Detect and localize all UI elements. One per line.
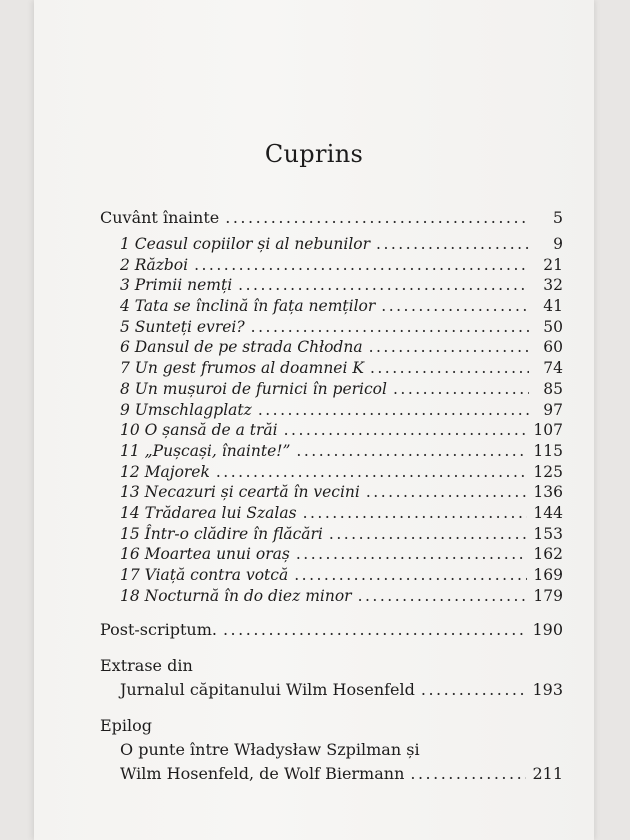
toc-entry-chapter	[100, 337, 563, 358]
dot-leader	[194, 255, 529, 276]
dot-leader	[421, 678, 527, 702]
toc-page-number: 5	[552, 208, 563, 227]
toc-entry-chapter	[100, 544, 563, 565]
toc-page-number: 144	[533, 503, 563, 522]
toc-page-number: 85	[543, 379, 563, 398]
toc-page-number: 162	[533, 545, 563, 564]
dot-leader	[216, 462, 528, 483]
toc-page-number: 179	[533, 586, 563, 605]
dot-leader	[225, 206, 529, 230]
toc-page-number: 190	[532, 620, 563, 640]
toc-page-number: 21	[543, 255, 563, 274]
toc-entry-epilogue	[100, 762, 563, 786]
toc-entry-foreword	[100, 206, 563, 230]
toc-entry-label: Post-scriptum.	[100, 620, 217, 640]
toc-entry-label: 8 Un mușuroi de furnici în pericol	[120, 379, 387, 398]
toc-entry-label: Wilm Hosenfeld, de Wolf Biermann	[120, 764, 405, 784]
dot-leader	[393, 379, 529, 400]
toc-entry-chapter	[100, 482, 563, 503]
dot-leader	[376, 234, 529, 255]
dot-leader	[238, 275, 529, 296]
toc-entry-label: 3 Primii nemți	[120, 276, 233, 295]
toc-entry-label: 1 Ceasul copiilor și al nebunilor	[120, 235, 371, 253]
toc-entry-label: 13 Necazuri și ceartă în vecini	[120, 483, 360, 502]
chapter-list	[100, 234, 563, 606]
dot-leader	[381, 296, 529, 317]
toc-page-number: 115	[533, 441, 563, 460]
dot-leader	[303, 503, 528, 524]
dot-leader	[223, 618, 526, 642]
toc-entry-label: 2 Război	[120, 255, 189, 274]
dot-leader	[410, 762, 526, 786]
toc-entry-label: 7 Un gest frumos al doamnei K	[120, 359, 364, 378]
toc-entry-chapter	[100, 503, 563, 524]
toc-entry-label: 11 „Pușcași, înainte!”	[120, 441, 291, 460]
toc-entry-chapter	[100, 234, 563, 255]
toc-page-number: 41	[543, 297, 563, 316]
toc-section-heading-extracts: Extrase din	[100, 656, 193, 676]
toc-entry-label: Cuvânt înainte	[100, 208, 220, 227]
page-title: Cuprins	[264, 140, 364, 168]
dot-leader	[369, 337, 529, 358]
toc-entry-epilogue-line-1: O punte între Władysław Szpilman și	[120, 740, 420, 760]
dot-leader	[258, 400, 529, 421]
toc-entry-label: 15 Într-o clădire în flăcări	[120, 524, 323, 543]
toc-entry-label: Jurnalul căpitanului Wilm Hosenfeld	[120, 680, 415, 700]
toc-page-number: 74	[543, 359, 563, 378]
toc-entry-chapter	[100, 441, 563, 462]
toc-page-number: 60	[543, 338, 563, 357]
toc-entry-extracts	[100, 678, 563, 702]
toc-entry-label: 17 Viață contra votcă	[120, 566, 289, 584]
dot-leader	[296, 441, 527, 462]
toc-entry-chapter	[100, 565, 563, 586]
toc-page-number: 107	[533, 421, 563, 440]
toc-entry-postscript	[100, 618, 563, 642]
toc-entry-label: 18 Nocturnă în do diez minor	[120, 586, 352, 605]
toc-entry-chapter	[100, 317, 563, 338]
toc-entry-label: 6 Dansul de pe strada Chłodna	[120, 338, 363, 357]
show-through-text	[264, 18, 514, 102]
toc-page-number: 9	[553, 235, 563, 253]
toc-entry-label: 4 Tata se înclină în fața nemților	[120, 297, 376, 316]
toc-entry-label: 16 Moartea unui oraș	[120, 545, 290, 564]
table-of-contents	[100, 206, 563, 786]
dot-leader	[284, 420, 528, 441]
toc-section-heading-epilogue: Epilog	[100, 716, 153, 736]
toc-page-number: 125	[533, 462, 563, 481]
toc-page-number: 97	[543, 400, 563, 419]
toc-entry-label: 10 O șansă de a trăi	[120, 421, 278, 440]
toc-entry-label: 14 Trădarea lui Szalas	[120, 503, 297, 522]
toc-page-number: 136	[533, 483, 563, 502]
toc-entry-chapter	[100, 296, 563, 317]
toc-page-number: 153	[533, 524, 563, 543]
dot-leader	[329, 524, 528, 545]
dot-leader	[296, 544, 528, 565]
toc-entry-label: 5 Sunteți evrei?	[120, 317, 245, 336]
toc-entry-chapter	[100, 275, 563, 296]
book-page	[34, 0, 594, 840]
toc-entry-chapter	[100, 462, 563, 483]
toc-entry-chapter	[100, 524, 563, 545]
toc-entry-label: 9 Umschlagplatz	[120, 400, 252, 419]
dot-leader	[370, 358, 529, 379]
dot-leader	[366, 482, 528, 503]
toc-entry-label: 12 Majorek	[120, 462, 210, 481]
toc-entry-chapter	[100, 255, 563, 276]
toc-entry-chapter	[100, 586, 563, 607]
toc-entry-chapter	[100, 420, 563, 441]
toc-page-number: 50	[543, 317, 563, 336]
toc-entry-chapter	[100, 379, 563, 400]
toc-page-number: 32	[543, 276, 563, 295]
dot-leader	[251, 317, 529, 338]
toc-page-number: 211	[532, 764, 563, 784]
toc-page-number: 193	[532, 680, 563, 700]
dot-leader	[358, 586, 528, 607]
dot-leader	[294, 565, 527, 586]
toc-page-number: 169	[533, 566, 563, 584]
toc-entry-chapter	[100, 358, 563, 379]
toc-entry-chapter	[100, 400, 563, 421]
